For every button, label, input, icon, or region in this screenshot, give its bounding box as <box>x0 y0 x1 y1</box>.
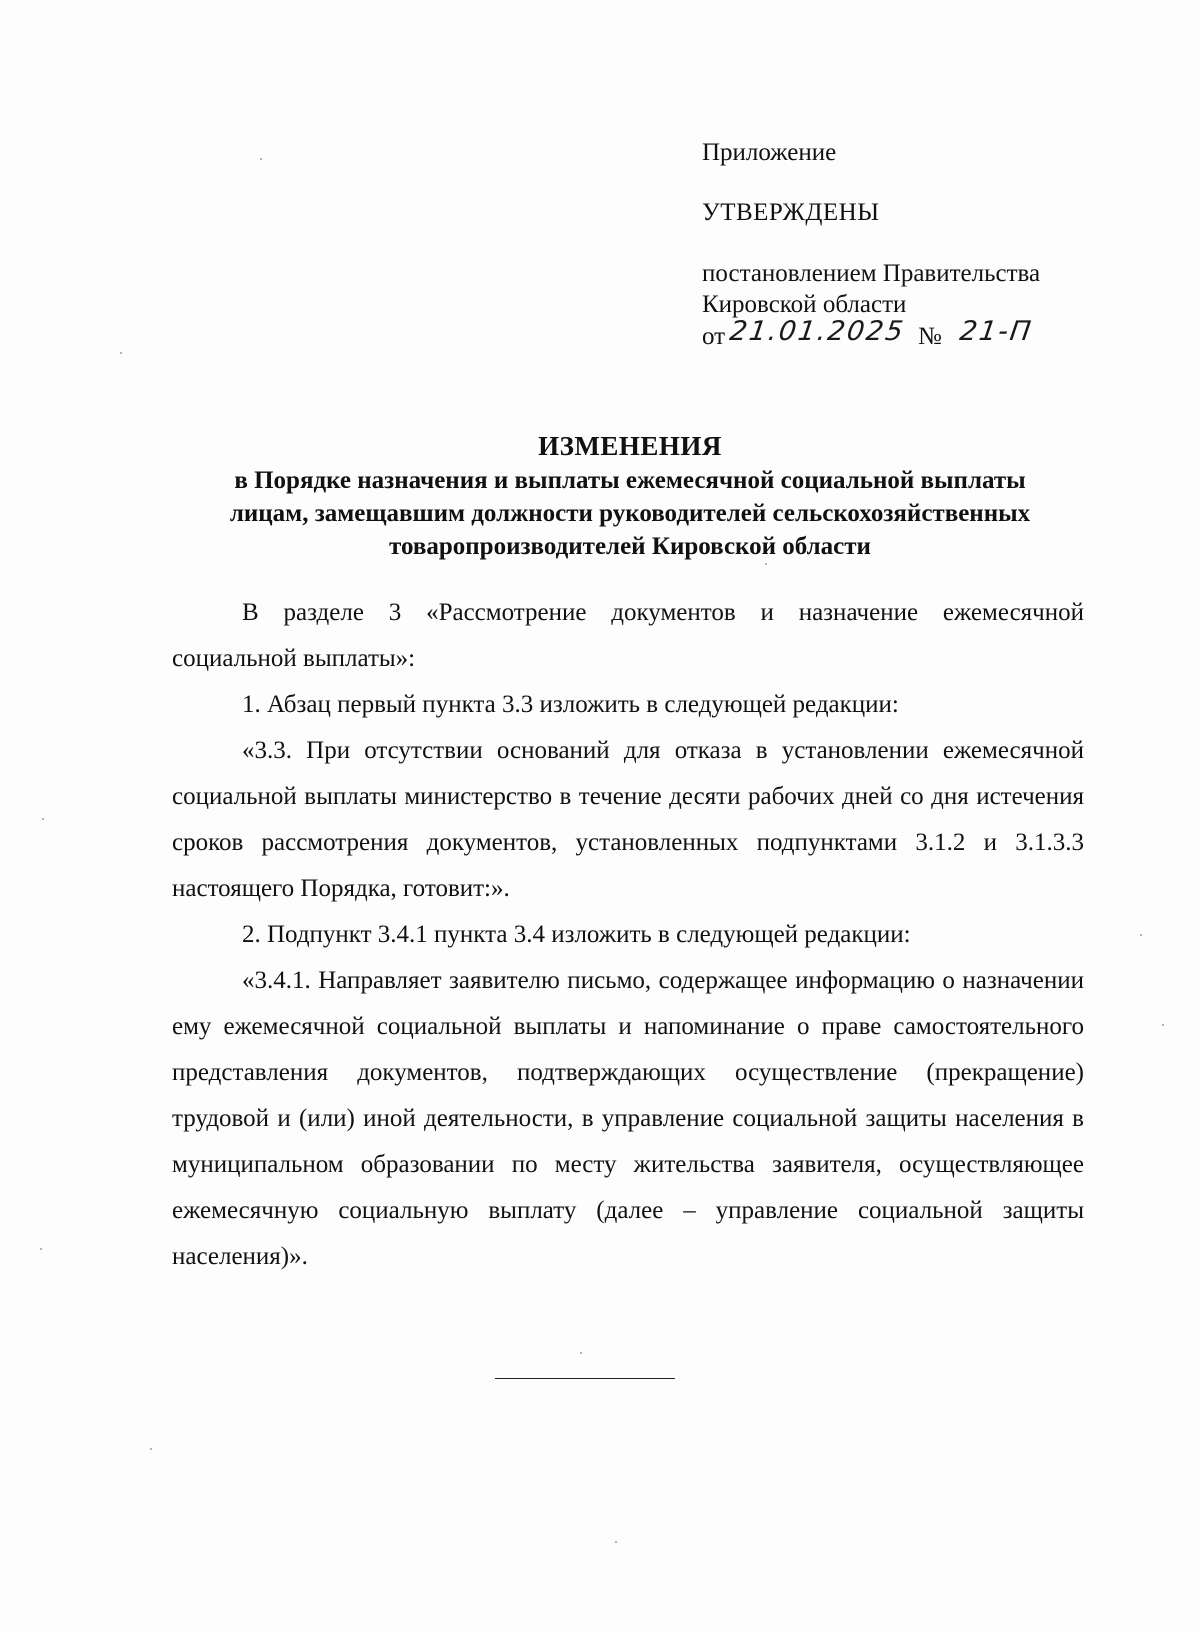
document-title <box>170 430 1090 563</box>
scan-speck <box>150 1448 152 1450</box>
paragraph-item-2-text: «3.4.1. Направляет заявителю письмо, содержащее информацию о назначении ему ежемесячной социальной выплаты и напоминание о праве самостоятельного представления документов, подтверждающих осуществление (прекращение) трудовой и (или) иной деятельности, в управление социальной защиты населения в муниципальном образовании по месту жительства заявителя, осуществляющее ежемесячную социальную выплату (далее – управление социальной защиты населения)». <box>172 967 1084 1270</box>
handwritten-number: 21-П <box>957 316 1035 347</box>
paragraph-intro: В разделе 3 «Рассмотрение документов и назначение ежемесячной социальной выплаты»: <box>172 599 1084 672</box>
scan-speck <box>580 1352 582 1354</box>
number-sign: № <box>918 323 942 350</box>
region-line: Кировской области <box>702 291 907 318</box>
document-body <box>172 590 1084 1280</box>
appendix-label: Приложение <box>702 139 837 166</box>
decree-line: постановлением Правительства <box>702 260 1041 287</box>
paragraph-item-1: 1. Абзац первый пункта 3.3 изложить в следующей редакции: <box>242 691 899 718</box>
paragraph-item-2: 2. Подпункт 3.4.1 пункта 3.4 изложить в следующей редакции: <box>242 921 911 948</box>
title-line-2: лицам, замещавшим должности руководителей сельскохозяйственных <box>229 500 1031 527</box>
approved-label: УТВЕРЖДЕНЫ <box>702 199 880 226</box>
scan-speck <box>615 1541 617 1543</box>
scan-speck <box>765 563 767 565</box>
scan-speck <box>260 158 262 160</box>
scan-speck <box>40 1248 42 1250</box>
title-main: ИЗМЕНЕНИЯ <box>538 431 722 461</box>
scan-speck <box>1140 934 1142 936</box>
scan-speck <box>1162 1024 1164 1026</box>
handwritten-date: 21.01.2025 <box>727 316 907 347</box>
title-line-3: товаропроизводителей Кировской области <box>389 533 871 560</box>
date-prefix: от <box>702 323 726 350</box>
end-separator-line <box>495 1378 675 1379</box>
paragraph-item-1-text: «3.3. При отсутствии оснований для отказа в установлении ежемесячной социальной выплаты министерство в течение десяти рабочих дней со дня истечения сроков рассмотрения документов, установленных подпунктами 3.1.2 и 3.1.3.3 настоящего Порядка, готовит:». <box>172 737 1084 902</box>
scan-speck <box>120 352 122 354</box>
title-line-1: в Порядке назначения и выплаты ежемесячной социальной выплаты <box>234 467 1026 494</box>
scan-speck <box>42 818 44 820</box>
